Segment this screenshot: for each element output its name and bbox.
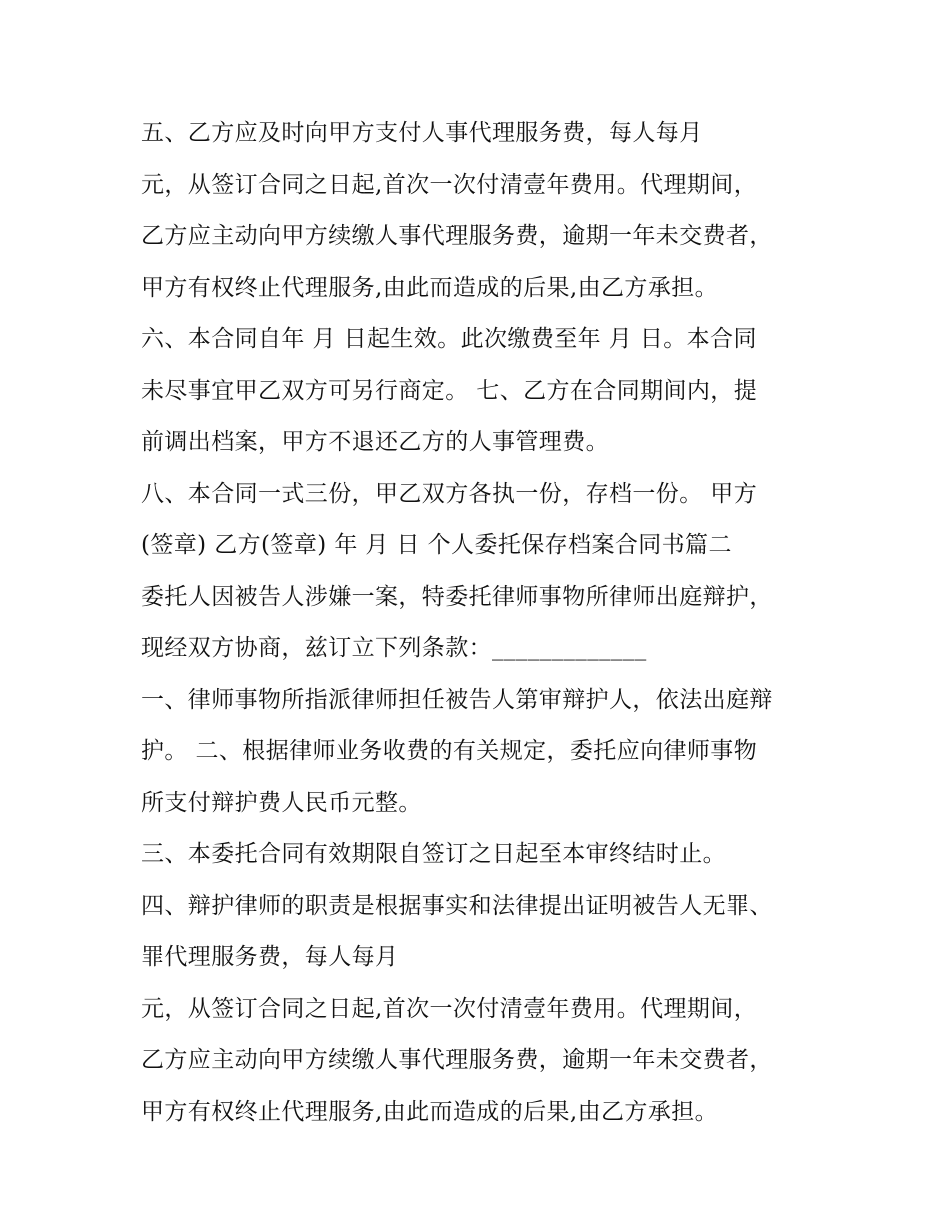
text-line: 乙方应主动向甲方续缴人事代理服务费，逾期一年未交费者， <box>141 1047 773 1073</box>
text-line: 五、乙方应及时向甲方支付人事代理服务费，每人每月 <box>141 120 703 146</box>
text-line: 一、律师事物所指派律师担任被告人第审辩护人，依法出庭辩 <box>141 686 773 713</box>
text-line: 委托人因被告人涉嫌一案，特委托律师事物所律师出庭辩护， <box>141 583 773 610</box>
text-line: 罪代理服务费，每人每月 <box>141 944 399 970</box>
text-line: 三、本委托合同有效期限自签订之日起至本审终结时止。 <box>141 841 726 867</box>
text-line: 所支付辩护费人民币元整。 <box>141 789 422 816</box>
document-body <box>141 108 841 1138</box>
text-line: 乙方应主动向甲方续缴人事代理服务费，逾期一年未交费者， <box>141 223 773 249</box>
text-line: 现经双方协商，兹订立下列条款：_____________ <box>141 635 647 661</box>
text-line: (签章) 乙方(签章) 年 月 日 个人委托保存档案合同书篇二 <box>141 532 732 558</box>
text-line: 护。 二、根据律师业务收费的有关规定，委托应向律师事物 <box>141 738 758 764</box>
text-line: 元，从签订合同之日起,首次一次付清壹年费用。代理期间， <box>141 171 758 198</box>
text-line: 甲方有权终止代理服务,由此而造成的后果,由乙方承担。 <box>141 274 719 301</box>
text-line: 六、本合同自年 月 日起生效。此次缴费至年 月 日。本合同 <box>141 326 757 352</box>
text-line: 前调出档案，甲方不退还乙方的人事管理费。 <box>141 429 609 455</box>
text-line: 四、辩护律师的职责是根据事实和法律提出证明被告人无罪、 <box>141 892 773 919</box>
text-line: 八、本合同一式三份，甲乙双方各执一份，存档一份。 甲方 <box>141 480 758 507</box>
text-line: 未尽事宜甲乙双方可另行商定。 七、乙方在合同期间内，提 <box>141 377 758 404</box>
text-line: 甲方有权终止代理服务,由此而造成的后果,由乙方承担。 <box>141 1098 719 1125</box>
text-line: 元，从签订合同之日起,首次一次付清壹年费用。代理期间， <box>141 995 758 1022</box>
